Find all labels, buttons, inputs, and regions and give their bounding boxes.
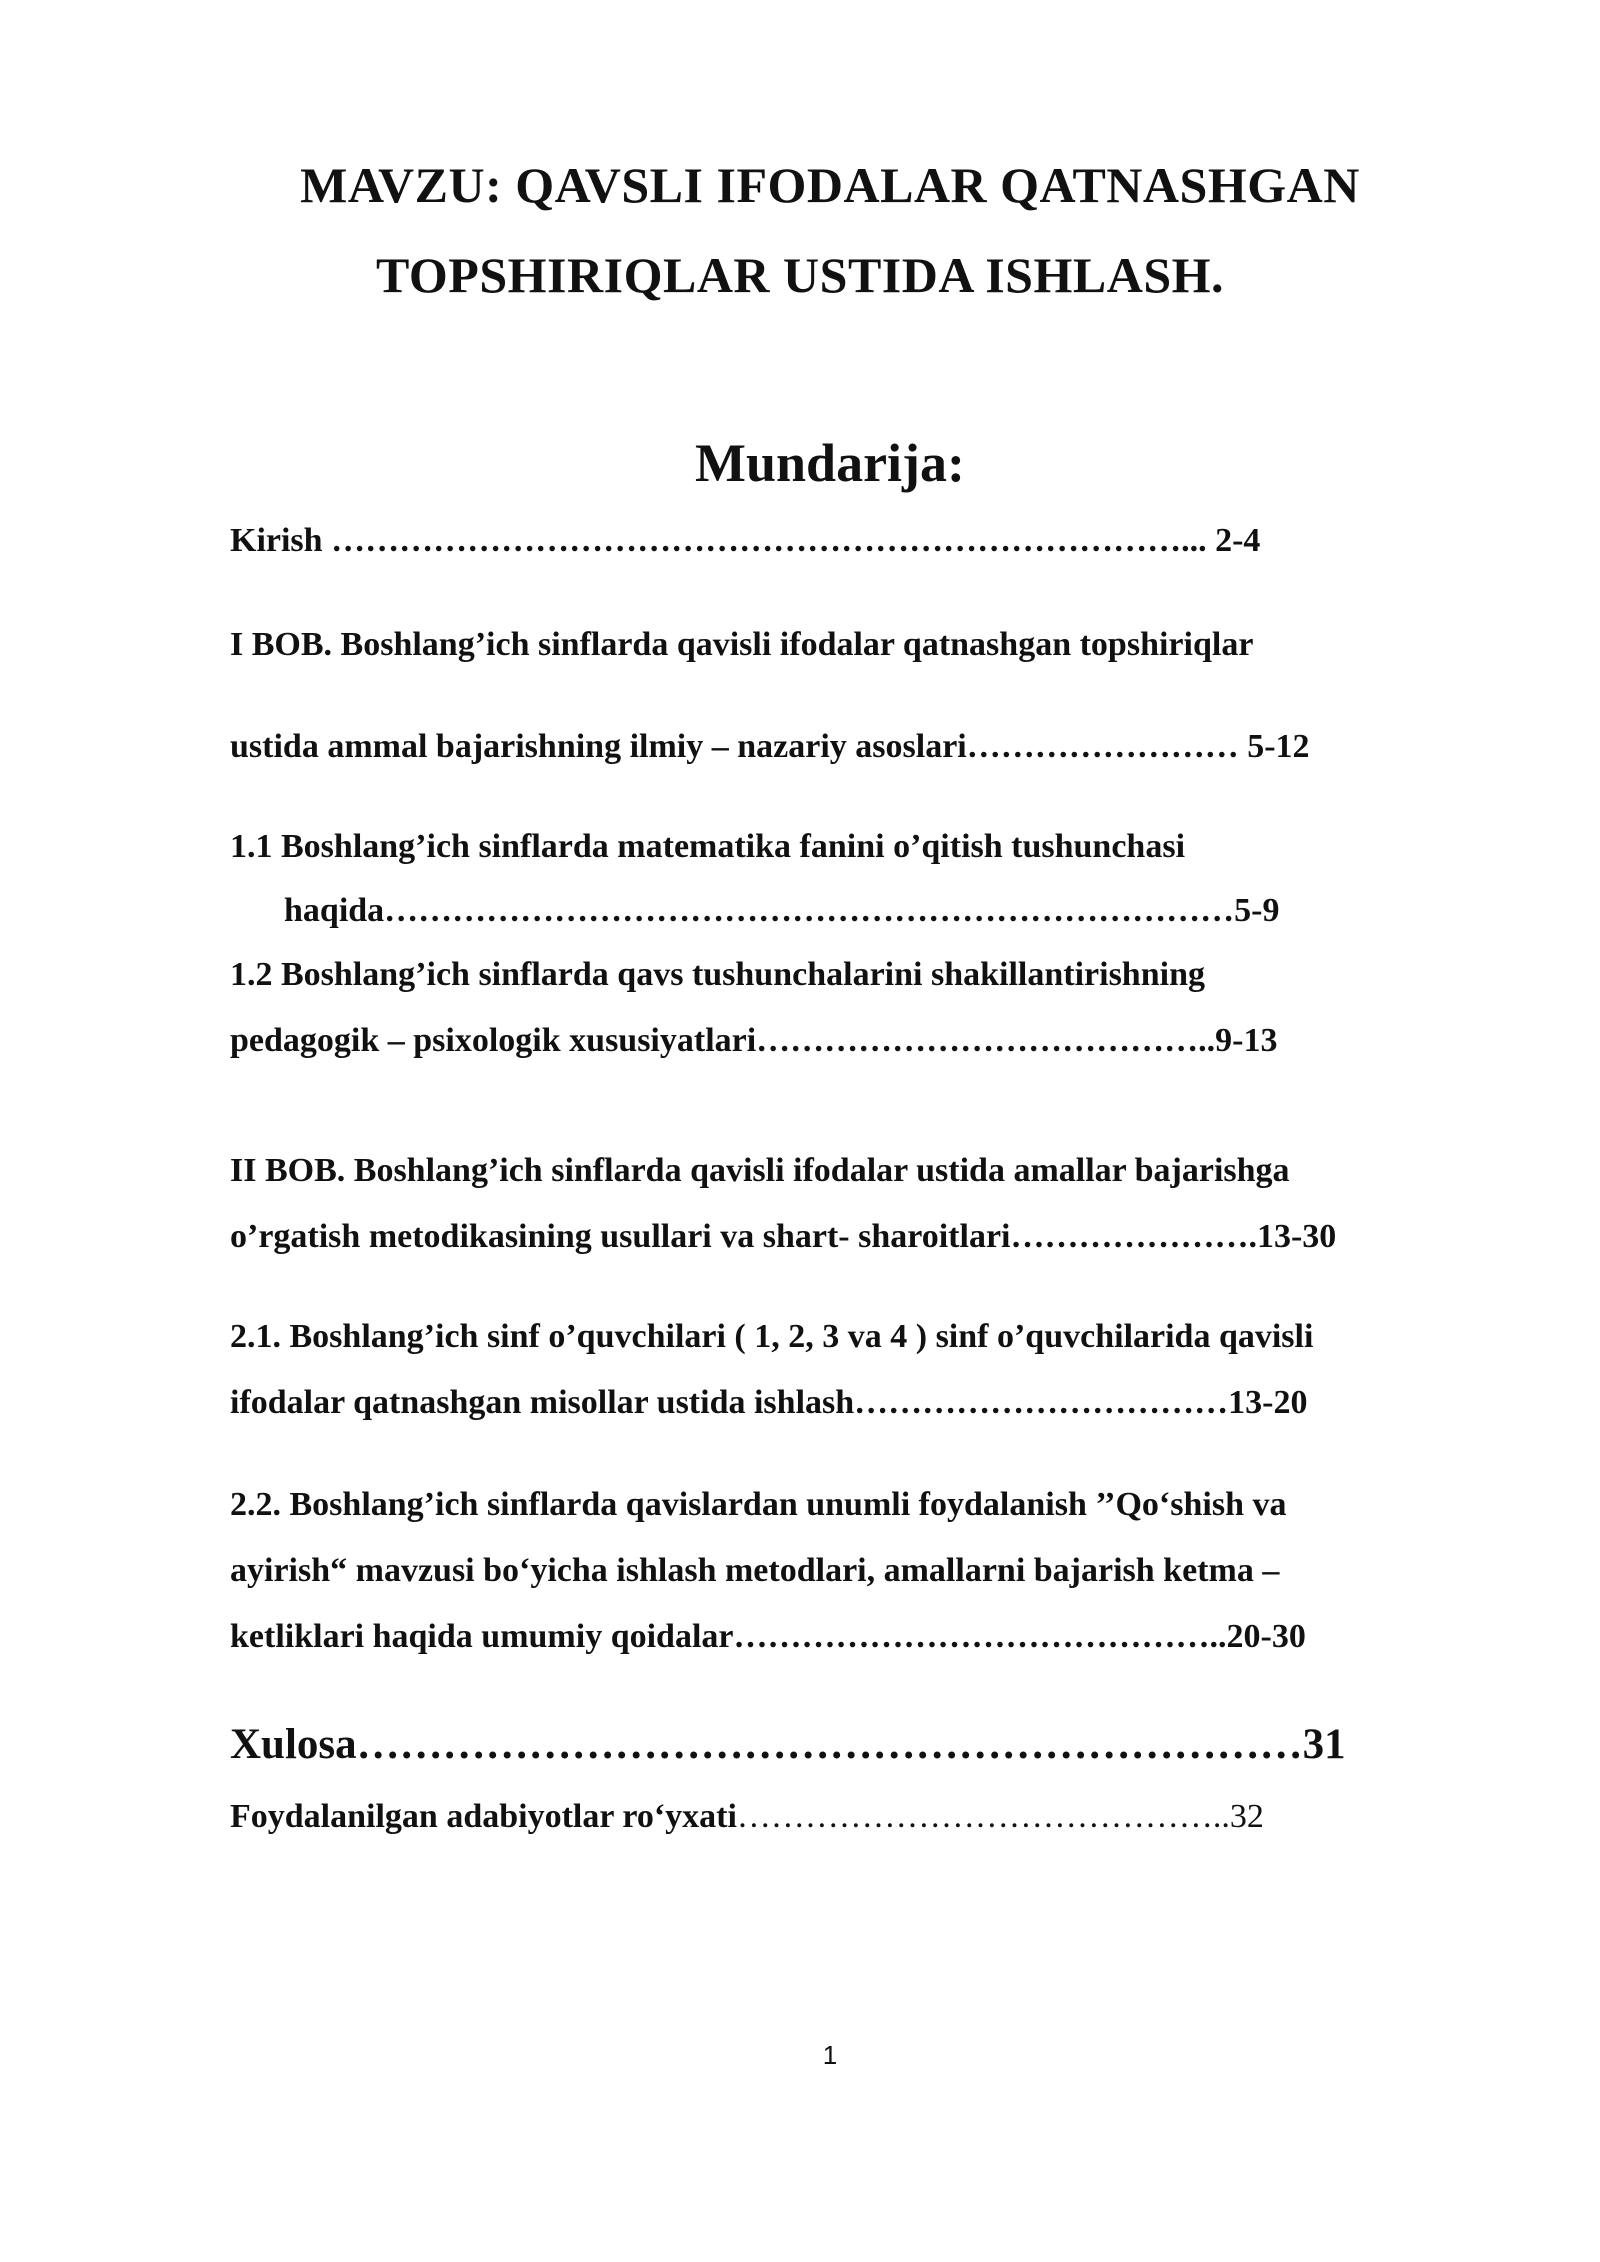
toc-entry-adabiyotlar-label: Foydalanilgan adabiyotlar ro‘yxati <box>230 1798 737 1835</box>
toc-entry-2-2-line-3: ketliklari haqida umumiy qoidalar……………………………………..20-30 <box>230 1618 1306 1655</box>
toc-entry-kirish: Kirish …………………………………………………………………... 2-4 <box>230 522 1261 559</box>
toc-entry-adabiyotlar <box>230 1798 1264 1836</box>
toc-entry-1-2-line-2: pedagogik – psixologik xususiyatlari…………………………………..9-13 <box>230 1022 1278 1059</box>
toc-entry-2-2-line-2: ayirish“ mavzusi bo‘yicha ishlash metodlari, amallarni bajarish ketma – <box>230 1552 1280 1589</box>
toc-entry-bob2-line-2: o’rgatish metodikasining usullari va shart- sharoitlari………………….13-30 <box>230 1218 1337 1255</box>
document-title-line-2: TOPSHIRIQLAR USTIDA ISHLASH. <box>375 247 1225 303</box>
toc-entry-2-2-line-1: 2.2. Boshlang’ich sinflarda qavislardan unumli foydalanish ’’Qo‘shish va <box>230 1486 1287 1523</box>
toc-entry-1-2-line-1: 1.2 Boshlang’ich sinflarda qavs tushunchalarini shakillantirishning <box>230 956 1205 993</box>
toc-entry-adabiyotlar-dots: ……………………………………..32 <box>736 1798 1264 1835</box>
page-number: 1 <box>822 2040 838 2070</box>
toc-entry-bob1-line-2: ustida ammal bajarishning ilmiy – nazariy asoslari…………………… 5-12 <box>230 728 1310 765</box>
toc-entry-2-1-line-1: 2.1. Boshlang’ich sinf o’quvchilari ( 1, 2, 3 va 4 ) sinf o’quvchilarida qavisli <box>230 1318 1314 1355</box>
toc-heading: Mundarija: <box>695 433 965 493</box>
toc-entry-1-1-line-1: 1.1 Boshlang’ich sinflarda matematika fanini o’qitish tushunchasi <box>230 828 1186 865</box>
toc-entry-xulosa: Xulosa…………………………………………………………31 <box>230 1721 1346 1768</box>
toc-entry-bob2-line-1: II BOB. Boshlang’ich sinflarda qavisli ifodalar ustida amallar bajarishga <box>230 1152 1290 1189</box>
toc-entry-1-1-line-2: haqida…………………………………………………………………5-9 <box>284 892 1280 929</box>
toc-entry-2-1-line-2: ifodalar qatnashgan misollar ustida ishlash……………………………13-20 <box>230 1384 1308 1421</box>
document-title-line-1: MAVZU: QAVSLI IFODALAR QATNASHGAN <box>300 157 1360 213</box>
toc-entry-bob1-line-1: I BOB. Boshlang’ich sinflarda qavisli ifodalar qatnashgan topshiriqlar <box>230 626 1254 663</box>
